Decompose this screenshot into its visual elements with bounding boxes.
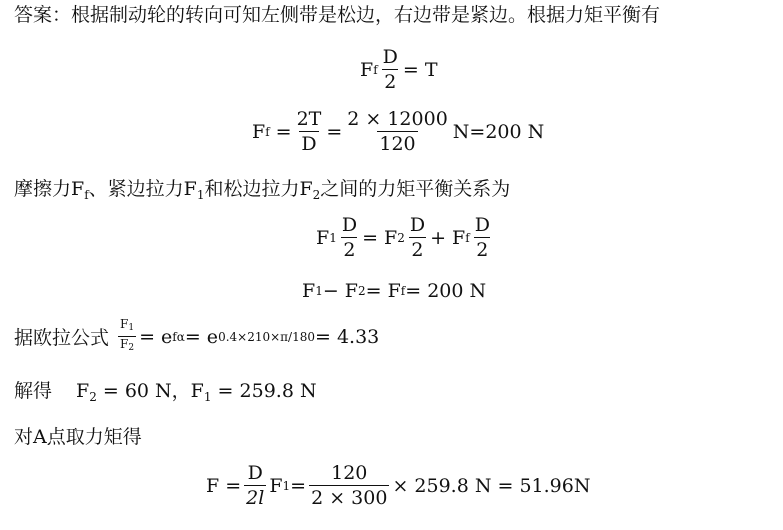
- subscript-2: 2: [397, 230, 405, 245]
- text-part: 和松边拉力F: [204, 178, 313, 200]
- fraction-numerator: D: [409, 214, 426, 236]
- exponent: fα: [172, 329, 185, 344]
- equation-final-force: [206, 462, 590, 509]
- symbol-F: F: [302, 280, 316, 302]
- symbol-F: F: [252, 120, 266, 143]
- friction-relation-line: [14, 176, 510, 208]
- fraction-values: [345, 108, 450, 155]
- subscript-1: 1: [282, 478, 291, 493]
- symbol-F: F: [269, 474, 283, 497]
- F-equals: F =: [206, 474, 242, 497]
- fraction-denominator: D: [301, 133, 317, 155]
- fraction-numerator: $F_1$: [120, 317, 135, 333]
- fraction-numerator: D: [382, 46, 398, 68]
- plus-F: + F: [430, 226, 466, 249]
- exponent: 0.4×210×π/180: [218, 329, 315, 344]
- solution-line: [14, 378, 317, 410]
- symbol-F: F: [360, 58, 374, 81]
- equals-e: = e: [139, 325, 173, 348]
- fraction-values: [309, 462, 389, 509]
- fraction-2T-over-D: [295, 108, 324, 155]
- equation-moment-balance: [316, 214, 495, 261]
- fraction-denominator: 120: [379, 133, 416, 155]
- equals-sign: =: [326, 120, 343, 143]
- text-part: 摩擦力F: [14, 178, 85, 200]
- fraction-D-over-2: [473, 214, 492, 261]
- subscript-2: 2: [312, 188, 321, 202]
- subscript-f: f: [400, 284, 406, 298]
- equals-sign: =: [275, 120, 292, 143]
- equation-result: = 200 N: [405, 280, 487, 302]
- subscript-f: f: [465, 230, 470, 245]
- answer-intro: 答案：根据制动轮的转向可知左侧带是松边，右边带是紧边。根据力矩平衡有: [14, 4, 661, 26]
- fraction-D-over-2: [408, 214, 427, 261]
- subscript-2: 2: [89, 390, 97, 404]
- text-part: 、紧边拉力F: [88, 178, 197, 200]
- equation-result: × 259.8 N = 51.96N: [392, 474, 591, 497]
- subscript-f: f: [373, 62, 378, 77]
- fraction-D-over-2l: [244, 462, 266, 509]
- subscript-1: 1: [329, 230, 337, 245]
- fraction-numerator: 2 × 12000: [347, 108, 448, 130]
- minus-F: − F: [322, 280, 358, 302]
- subscript-1: 1: [196, 188, 205, 202]
- equation-rhs: = T: [402, 58, 438, 81]
- fraction-denominator: 2l: [246, 487, 265, 509]
- euler-formula-line: [14, 318, 379, 355]
- equation-result: = 4.33: [315, 325, 380, 348]
- equals-F: = F: [365, 280, 401, 302]
- fraction-numerator: D: [474, 214, 490, 236]
- euler-label: 据欧拉公式: [14, 327, 110, 349]
- symbol-F: F: [76, 380, 90, 402]
- fraction-D-over-2: [381, 46, 400, 93]
- value-text: = 60 N，F: [96, 380, 204, 402]
- value-text: = 259.8 N: [211, 380, 317, 402]
- subscript-f: f: [84, 188, 89, 202]
- fraction-denominator: 2 × 300: [311, 487, 388, 509]
- symbol-F: F: [316, 226, 330, 249]
- subscript-2: 2: [357, 284, 366, 298]
- fraction-denominator: 2: [384, 71, 397, 93]
- fraction-F1-over-F2: [118, 318, 136, 355]
- fraction-numerator: D: [247, 462, 263, 484]
- fraction-denominator: 2: [343, 239, 356, 261]
- equals-e: = e: [184, 325, 219, 348]
- fraction-numerator: D: [341, 214, 358, 236]
- subscript-1: 1: [203, 390, 212, 404]
- solve-label: 解得: [14, 380, 53, 402]
- equals-sign: =: [290, 474, 307, 497]
- subscript-f: f: [265, 124, 270, 139]
- fraction-D-over-2: [340, 214, 359, 261]
- fraction-numerator: 2T: [296, 108, 322, 130]
- equals-F: = F: [362, 226, 398, 249]
- moment-line: 对A点取力矩得: [14, 426, 142, 448]
- fraction-denominator: 2: [476, 239, 489, 261]
- equation-torque-balance: [360, 46, 438, 93]
- fraction-numerator: 120: [331, 462, 368, 484]
- subscript-1: 1: [315, 284, 323, 298]
- equation-force-difference: [302, 280, 486, 302]
- equation-result: N=200 N: [452, 120, 545, 143]
- text-part: 之间的力矩平衡关系为: [320, 178, 511, 200]
- equation-friction-force: [252, 108, 544, 155]
- fraction-denominator: $F_2$: [120, 337, 135, 353]
- fraction-denominator: 2: [411, 239, 424, 261]
